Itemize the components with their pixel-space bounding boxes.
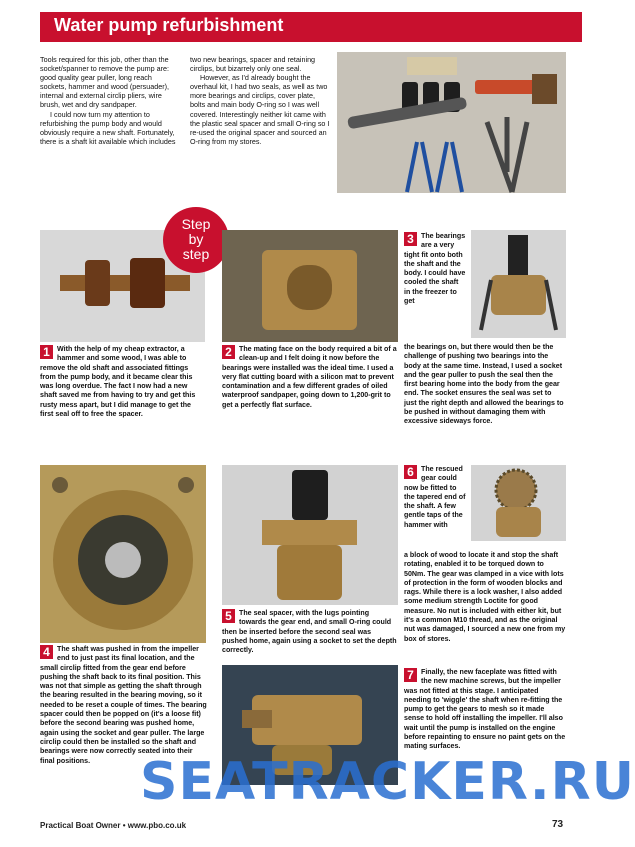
badge-line: step: [182, 246, 210, 262]
step-3-caption-a: [404, 232, 466, 306]
step-2-photo: [222, 230, 398, 342]
step-2-caption: [222, 345, 398, 410]
intro-paragraph: However, as I'd already bought the overhaul kit, I had two seals, as well as two more bearings and circlips, cover plate, bolts and main body O-ring so I was well covered. Interestingly neither kit came with the plastic seal spacer and small O-ring so I re-used the original spacer and sourced an O-ring from my stores.: [190, 73, 330, 146]
title-bar: [40, 12, 582, 42]
step-number: 2: [222, 345, 235, 359]
step-text: With the help of my cheap extractor, a hammer and some wood, I was able to remove the old shaft and associated fittings from the pump body, and it became clear this was long overdue. The fact I now had a new shaft saved me from having to try and get this rusty mess apart, but I did manage to get the first seal off to free the spacer.: [40, 345, 196, 419]
step-number: 4: [40, 645, 53, 659]
step-6-caption-a: [404, 465, 466, 530]
footer-publication: Practical Boat Owner • www.pbo.co.uk: [40, 821, 187, 830]
tools-illustration: [337, 52, 566, 193]
step-text: The bearings are a very tight fit onto both the shaft and the body. I could have cooled the shaft in the freezer to get: [404, 232, 466, 306]
step-5-caption: [222, 609, 398, 655]
step-1-caption: [40, 345, 205, 419]
gear-illustration: [471, 465, 566, 541]
intro-column-1: [40, 55, 180, 146]
step-text: The rescued gear could now be fitted to the tapered end of the shaft. A few gentle taps of the hammer with: [404, 465, 466, 529]
step-by-step-badge: [163, 207, 229, 273]
page-number: 73: [552, 819, 564, 830]
step-text: the bearings on, but there would then be the challenge of pushing two bearings into the body at the same time. Instead, I used a socket and the gear puller to push the seal then the first bearing home into the body from the gear end. The socket ensures the seal was set to just the right depth and allowed the bearings to be pushed in without damaging them with excessive sideways force.: [404, 343, 564, 426]
step-number: 5: [222, 609, 235, 623]
badge-line: Step: [181, 216, 211, 232]
watermark: SEATRACKER.RU: [140, 752, 635, 812]
step-text: The mating face on the body required a bit of a clean-up and I felt doing it now before the bearings were installed was the ideal time. I used a very flat cutting board with a silicon mat to prevent contamination and a few different grades of oiled waterproof sandpaper, going down to 1,200-grit to get a perfectly flat surface.: [222, 345, 397, 409]
seal-spacer-illustration: [222, 465, 398, 605]
page-title: Water pump refurbishment: [54, 15, 284, 35]
tools-photo: [337, 52, 566, 193]
step-4-photo: [40, 465, 206, 643]
step-text: The seal spacer, with the lugs pointing towards the gear end, and small O-ring could then be inserted before the second seal was pushed home, again using a socket to set the depth correctly.: [222, 609, 397, 655]
step-6-photo: [471, 465, 566, 541]
intro-paragraph: Tools required for this job, other than the socket/spanner to remove the pump are: good quality gear puller, long reach sockets, hammer and wood (persuader), internal and external circlip pliers, wire brush, wet and dry sandpaper.: [40, 55, 170, 110]
badge-line: by: [188, 231, 204, 247]
step-3-photo: [471, 230, 566, 338]
step-text: Finally, the new faceplate was fitted with the new machine screws, but the impeller was not fitted at this stage. I anticipated needing to 'wiggle' the shaft when re-fitting the pump to get the gears to mesh so it made sense to hold off installing the impeller. I'll also wait until the pump is installed on the engine before repainting to ensure no paint gets on the mating surfaces.: [404, 668, 566, 751]
bearing-puller-illustration: [471, 230, 566, 338]
pump-body-illustration: [222, 230, 398, 342]
step-number: 3: [404, 232, 417, 246]
intro-paragraph: two new bearings, spacer and retaining circlips, but bizarrely only one seal.: [190, 55, 316, 74]
step-3-caption-b: [404, 343, 566, 427]
step-text: The shaft was pushed in from the impeller end to just past its final location, and the small circlip fitted from the gear end before pushing the shaft back to its final position. This was not that simple as getting the shaft through the bearing resulted in the bearing moving, so it needed to be reset a couple of times. The bearing spacer could then be popped on (it's a loose fit) before the second bearing was pushed home, again using the socket and gear puller. The large circlip could then be installed so the shaft and bearings were now correctly seated into their final positions.: [40, 645, 207, 765]
step-number: 7: [404, 668, 417, 682]
step-text: a block of wood to locate it and stop the shaft rotating, enabled it to be torqued down to 50Nm. The gear was clamped in a vice with lots of protection in the form of wooden blocks and rags. While there is a lock washer, I also added some medium strength Loctite for good measure. No nut is included with either kit, but it's a common M10 thread, and as the original nut was damaged, I sourced a new one from my box of stores.: [404, 551, 566, 643]
step-4-caption: [40, 645, 208, 766]
step-6-caption-b: [404, 551, 566, 644]
step-number: 1: [40, 345, 53, 359]
shaft-in-body-illustration: [40, 465, 206, 643]
step-7-caption: [404, 668, 566, 752]
step-number: 6: [404, 465, 417, 479]
intro-paragraph: I could now turn my attention to refurbishing the pump body and would obviously require a new shaft. Fortunately, there is a shaft kit available which includes: [40, 109, 176, 146]
intro-column-2: [190, 55, 330, 146]
step-5-photo: [222, 465, 398, 605]
